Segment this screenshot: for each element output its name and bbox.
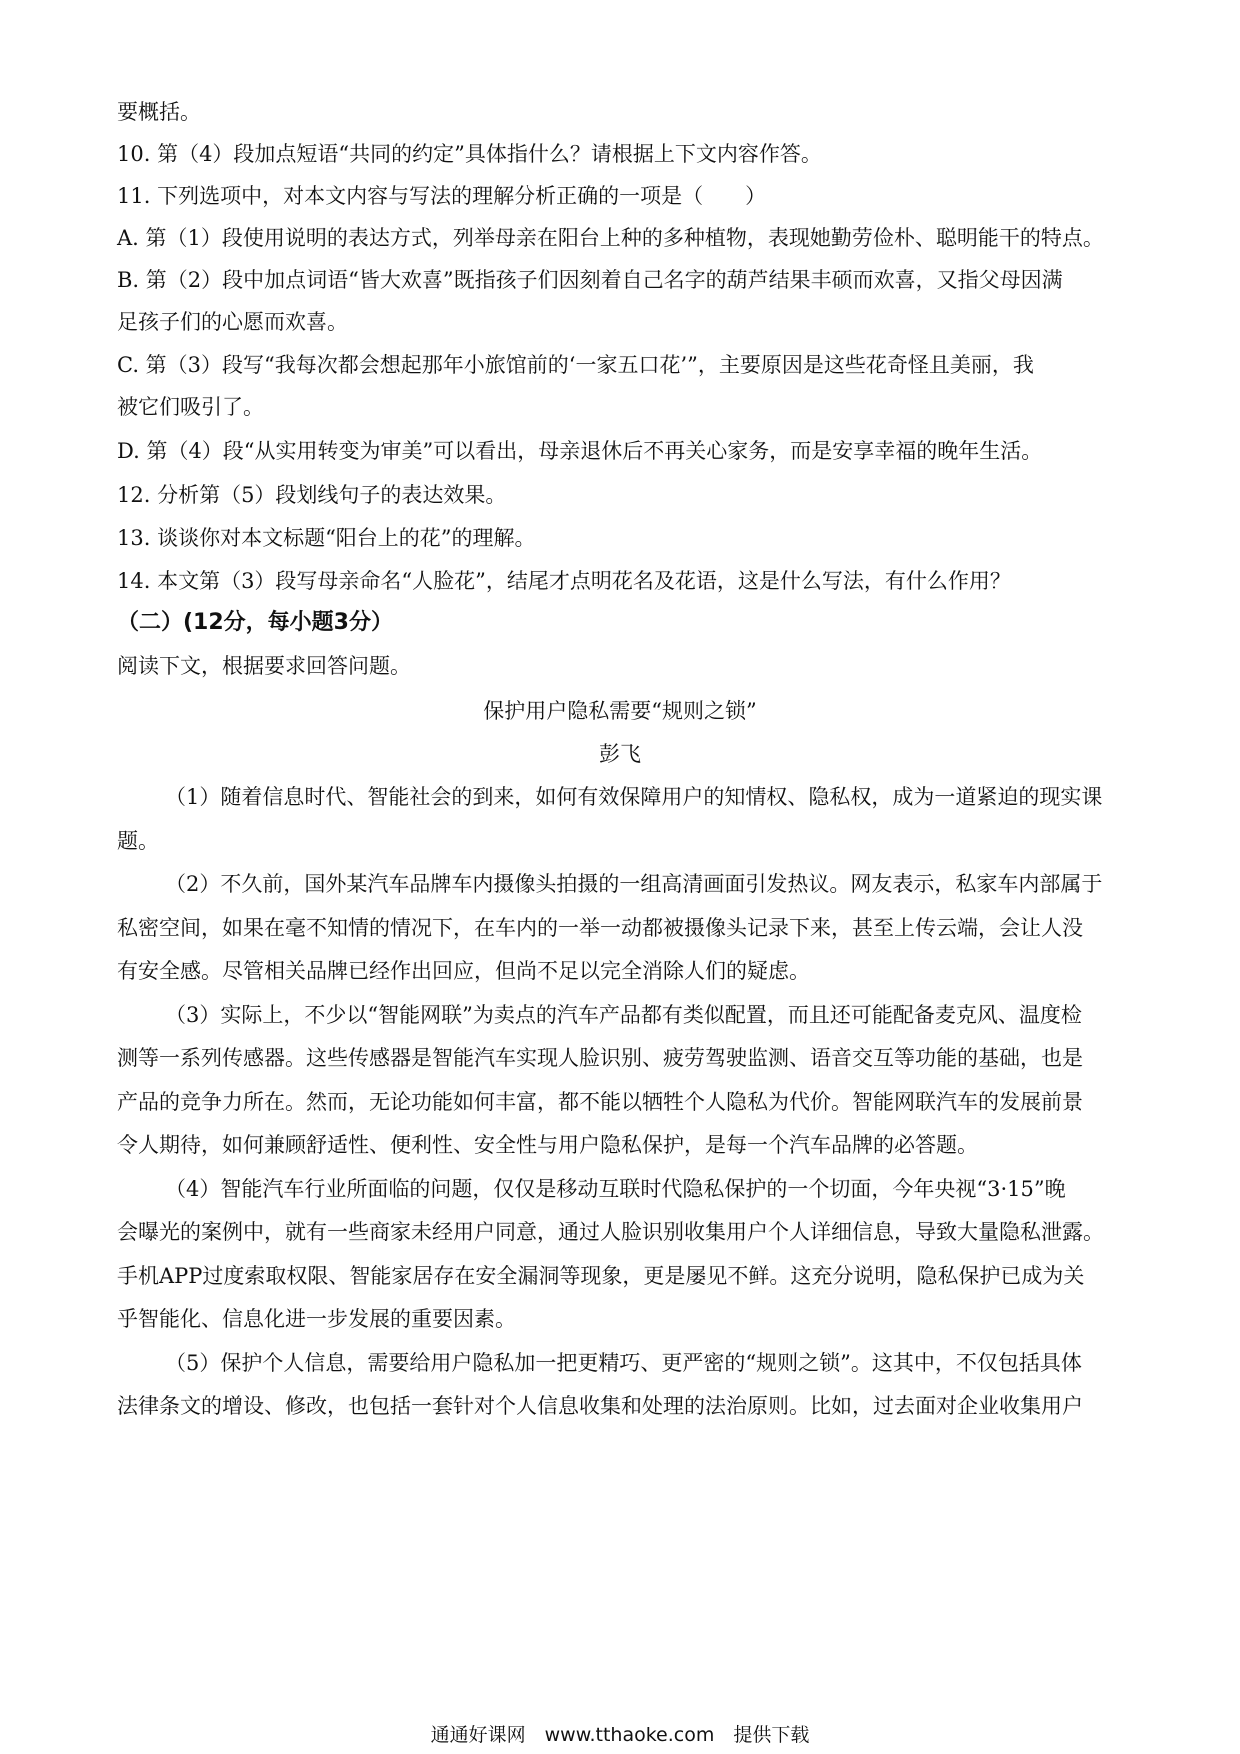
article-author: 彭飞 (599, 742, 641, 766)
question-14: 14. 本文第（3）段写母亲命名“人脸花”，结尾才点明花名及花语，这是什么写法，有什么作用？ (117, 569, 1011, 593)
section-heading: （二）(12分，每小题3分） (117, 610, 393, 635)
option-d: D. 第（4）段“从实用转变为审美”可以看出，母亲退休后不再关心家务，而是安享幸福的晚年生活。 (117, 439, 1043, 463)
paragraph-4-line-2: 会曝光的案例中，就有一些商家未经用户同意，通过人脸识别收集用户个人详细信息，导致大量隐私泄露。 (117, 1220, 1104, 1244)
option-b-line-2: 足孩子们的心愿而欢喜。 (117, 310, 348, 334)
paragraph-1-line-1: （1）随着信息时代、智能社会的到来，如何有效保障用户的知情权、隐私权，成为一道紧迫的现实课 (165, 785, 1103, 809)
option-c-line-1: C. 第（3）段写“我每次都会想起那年小旅馆前的‘一家五口花’”，主要原因是这些花奇怪且美丽，我 (117, 353, 1034, 377)
paragraph-2-line-2: 私密空间，如果在毫不知情的情况下，在车内的一举一动都被摄像头记录下来，甚至上传云端，会让人没 (117, 916, 1083, 940)
option-c-line-2: 被它们吸引了。 (117, 395, 264, 419)
paragraph-3-line-4: 令人期待，如何兼顾舒适性、便利性、安全性与用户隐私保护，是每一个汽车品牌的必答题。 (117, 1133, 978, 1157)
paragraph-1-line-2: 题。 (117, 829, 159, 853)
article-title: 保护用户隐私需要“规则之锁” (483, 699, 757, 723)
question-10: 10. 第（4）段加点短语“共同的约定”具体指什么？请根据上下文内容作答。 (117, 142, 822, 166)
paragraph-3-line-2: 测等一系列传感器。这些传感器是智能汽车实现人脸识别、疲劳驾驶监测、语音交互等功能的基础，也是 (117, 1046, 1083, 1070)
option-a: A. 第（1）段使用说明的表达方式，列举母亲在阳台上种的多种植物，表现她勤劳俭朴、聪明能干的特点。 (117, 226, 1104, 250)
paragraph-4-line-1: （4）智能汽车行业所面临的问题，仅仅是移动互联时代隐私保护的一个切面，今年央视“3·15”晚 (165, 1177, 1066, 1201)
paragraph-5-line-1: （5）保护个人信息，需要给用户隐私加一把更精巧、更严密的“规则之锁”。这其中，不仅包括具体 (165, 1351, 1082, 1375)
question-13: 13. 谈谈你对本文标题“阳台上的花”的理解。 (117, 526, 536, 550)
paragraph-3-line-3: 产品的竞争力所在。然而，无论功能如何丰富，都不能以牺牲个人隐私为代价。智能网联汽车的发展前景 (117, 1090, 1083, 1114)
option-b-line-1: B. 第（2）段中加点词语“皆大欢喜”既指孩子们因刻着自己名字的葫芦结果丰硕而欢喜，又指父母因满 (117, 268, 1063, 292)
question-11: 11. 下列选项中，对本文内容与写法的理解分析正确的一项是（ ） (117, 184, 767, 208)
reading-instruction: 阅读下文，根据要求回答问题。 (117, 654, 411, 678)
paragraph-4-line-4: 乎智能化、信息化进一步发展的重要因素。 (117, 1307, 516, 1331)
paragraph-3-line-1: （3）实际上，不少以“智能网联”为卖点的汽车产品都有类似配置，而且还可能配备麦克风、温度检 (165, 1003, 1082, 1027)
paragraph-5-line-2: 法律条文的增设、修改，也包括一套针对个人信息收集和处理的法治原则。比如，过去面对企业收集用户 (117, 1394, 1083, 1418)
question-12: 12. 分析第（5）段划线句子的表达效果。 (117, 483, 507, 507)
paragraph-2-line-1: （2）不久前，国外某汽车品牌车内摄像头拍摄的一组高清画面引发热议。网友表示，私家车内部属于 (165, 872, 1103, 896)
paragraph-4-line-3: 手机APP过度索取权限、智能家居存在安全漏洞等现象，更是屡见不鲜。这充分说明，隐私保护已成为关 (117, 1264, 1085, 1288)
paragraph-2-line-3: 有安全感。尽管相关品牌已经作出回应，但尚不足以完全消除人们的疑虑。 (117, 959, 810, 983)
footer-credit: 通通好课网 www.tthaoke.com 提供下载 (430, 1724, 810, 1746)
question-9-tail: 要概括。 (117, 100, 201, 124)
